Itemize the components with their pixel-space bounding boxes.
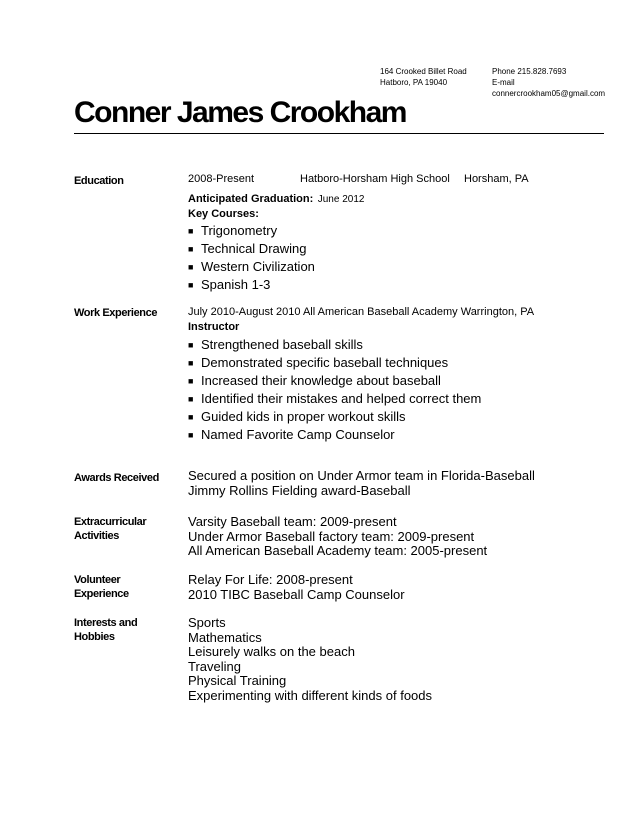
list-item: Relay For Life: 2008-present <box>188 572 353 587</box>
awards-label: Awards Received <box>74 472 159 484</box>
list-item: Under Armor Baseball factory team: 2009-present <box>188 528 475 544</box>
list-item: ■ Demonstrated specific baseball techniques <box>188 355 449 370</box>
list-item: ■ Trigonometry <box>188 223 278 238</box>
list-item: Mathematics <box>188 629 262 645</box>
list-item: Leisurely walks on the beach <box>188 644 355 660</box>
work-line: July 2010-August 2010 All American Baseball Academy Warrington, PA <box>188 306 535 318</box>
list-item: ■ Named Favorite Camp Counselor <box>188 427 395 442</box>
list-item: Traveling <box>188 658 241 674</box>
bullet-icon: ■ <box>188 226 194 236</box>
work-title: Instructor <box>188 321 240 333</box>
bullet-icon: ■ <box>188 430 194 440</box>
list-item: ■ Increased their knowledge about baseball <box>188 373 441 388</box>
address-line2: Hatboro, PA 19040 <box>380 78 448 87</box>
list-item: ■ Western Civilization <box>188 259 315 274</box>
bullet-icon: ■ <box>188 280 194 290</box>
list-item: Physical Training <box>188 673 287 689</box>
list-item: All American Baseball Academy team: 2005-present <box>188 543 488 559</box>
extracurricular-label: Extracurricular Activities <box>74 516 147 542</box>
contact-info <box>492 66 605 99</box>
graduation-line <box>188 189 364 207</box>
list-item: Jimmy Rollins Fielding award-Baseball <box>188 482 411 498</box>
bullet-icon: ■ <box>188 394 194 404</box>
education-location: Horsham, PA <box>464 173 529 185</box>
list-item: Sports <box>188 615 226 630</box>
list-item: Secured a position on Under Armor team in Florida-Baseball <box>188 468 535 483</box>
awards-list <box>188 469 535 498</box>
interests-label: Interests and Hobbies <box>74 617 138 643</box>
bullet-icon: ■ <box>188 244 194 254</box>
phone: Phone 215.828.7693 <box>492 67 567 76</box>
list-item: Varsity Baseball team: 2009-present <box>188 514 397 529</box>
address-line1: 164 Crooked Billet Road <box>380 67 467 76</box>
education-school: Hatboro-Horsham High School <box>300 173 450 185</box>
work-label: Work Experience <box>74 307 158 319</box>
list-item: ■ Strengthened baseball skills <box>188 337 363 352</box>
key-courses-label: Key Courses: <box>188 208 259 220</box>
volunteer-list <box>188 573 405 602</box>
address <box>380 66 467 88</box>
bullet-icon: ■ <box>188 412 194 422</box>
duties-list <box>188 336 481 444</box>
graduation-value: June 2012 <box>317 194 365 205</box>
bullet-icon: ■ <box>188 358 194 368</box>
list-item: 2010 TIBC Baseball Camp Counselor <box>188 586 405 602</box>
resume-name: Conner James Crookham <box>74 96 406 129</box>
list-item: ■ Spanish 1-3 <box>188 277 271 292</box>
list-item: Experimenting with different kinds of foods <box>188 687 433 703</box>
education-label: Education <box>74 175 124 187</box>
extracurricular-list <box>188 515 487 559</box>
list-item: ■ Identified their mistakes and helped correct them <box>188 391 482 406</box>
list-item: ■ Technical Drawing <box>188 241 307 256</box>
list-item: ■ Guided kids in proper workout skills <box>188 409 406 424</box>
header-divider <box>74 133 604 134</box>
volunteer-label: Volunteer Experience <box>74 574 129 600</box>
bullet-icon: ■ <box>188 340 194 350</box>
interests-list <box>188 616 432 704</box>
education-dates: 2008-Present <box>188 173 255 185</box>
bullet-icon: ■ <box>188 376 194 386</box>
email: connercrookham05@gmail.com <box>492 89 606 98</box>
graduation-label: Anticipated Graduation: <box>188 193 314 205</box>
email-label: E-mail <box>492 78 515 87</box>
bullet-icon: ■ <box>188 262 194 272</box>
courses-list <box>188 222 315 294</box>
